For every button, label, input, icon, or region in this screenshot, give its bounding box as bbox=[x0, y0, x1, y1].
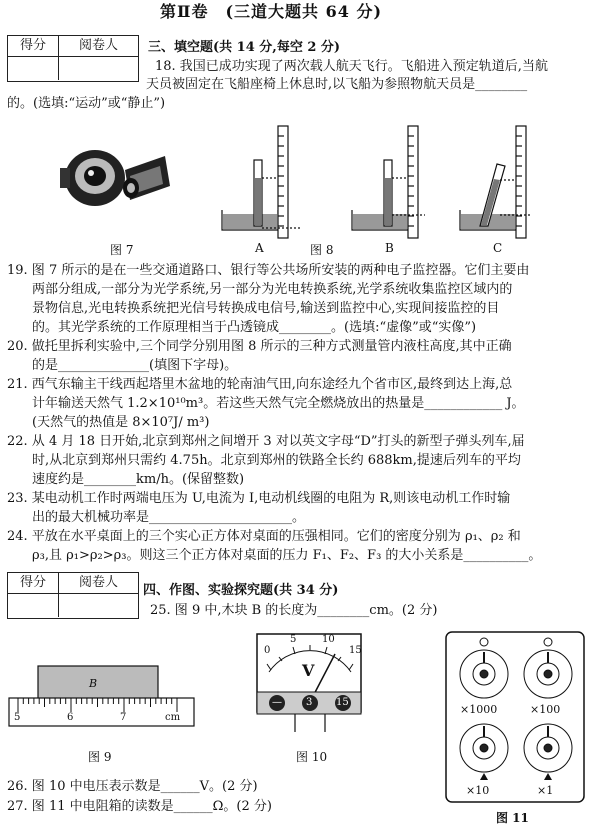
fig8-label-a: A bbox=[255, 241, 264, 255]
q22-line2: 时,从北京到郑州只需约 4.75h。北京到郑州的铁路全长约 688km,提速后列车的平均 bbox=[32, 453, 521, 468]
score-box-2 bbox=[7, 572, 139, 619]
meter-scale-10: 10 bbox=[322, 634, 335, 645]
meter-scale-5: 5 bbox=[290, 634, 297, 645]
torricelli-setup-c bbox=[460, 126, 530, 238]
meter-symbol: V bbox=[302, 661, 315, 680]
wooden-block-b bbox=[38, 666, 158, 700]
fig8-caption: 图 8 bbox=[310, 243, 334, 257]
q20-line2: 的是______________(填图下字母)。 bbox=[32, 358, 238, 373]
q24-line2: ρ₃,且 ρ₁>ρ₂>ρ₃。则这三个正方体对桌面的压力 F₁、F₂、F₃ 的大小关系是__________。 bbox=[32, 548, 542, 563]
q18-line2: 天员被固定在飞船座椅上休息时,以飞船为参照物航天员是________ bbox=[146, 77, 528, 92]
fig10-caption: 图 10 bbox=[296, 750, 328, 764]
q19-line1: 19. 图 7 所示的是在一些交通道路口、银行等公共场所安装的两种电子监控器。它们主要由 bbox=[7, 263, 530, 278]
section3-heading: 三、填空题(共 14 分,每空 2 分) bbox=[148, 40, 341, 55]
score-label: 得分 bbox=[8, 573, 59, 593]
ruler-label-5: 5 bbox=[14, 712, 21, 723]
q23-line2: 出的最大机械功率是______________________。 bbox=[32, 510, 306, 525]
meter-scale-0: 0 bbox=[264, 645, 271, 656]
grader-label: 阅卷人 bbox=[78, 575, 118, 590]
page-title: 第Ⅱ卷 (三道大题共 64 分) bbox=[160, 2, 383, 21]
ruler-label-7: 7 bbox=[120, 712, 127, 723]
q19-line2: 两部分组成,一部分为光学系统,另一部分为光电转换系统,光学系统收集监控区域内的 bbox=[32, 282, 513, 297]
dome-camera-icon bbox=[60, 150, 125, 206]
q23-line1: 23. 某电动机工作时两端电压为 U,电流为 I,电动机线圈的电阻为 R,则该电动机工作时输 bbox=[7, 491, 511, 506]
torricelli-setup-b bbox=[352, 126, 425, 238]
grader-cell[interactable] bbox=[59, 57, 138, 80]
score-cell[interactable] bbox=[8, 594, 59, 617]
section4-heading: 四、作图、实验探究题(共 34 分) bbox=[143, 583, 339, 598]
dial-label-x100: ×100 bbox=[530, 703, 561, 716]
q25: 25. 图 9 中,木块 B 的长度为________cm。(2 分) bbox=[150, 603, 438, 618]
q18-line1: 18. 我国已成功实现了两次载人航天飞行。飞船进入预定轨道后,当航 bbox=[155, 59, 548, 74]
figure-9-ruler bbox=[8, 660, 198, 740]
fig8-label-b: B bbox=[385, 241, 394, 255]
figure-11-resistance-box bbox=[444, 630, 586, 808]
q21-line2: 计年输送天然气 1.2×10¹⁰m³。若这些天然气完全燃烧放出的热量是____________ J。 bbox=[32, 396, 525, 411]
grader-label: 阅卷人 bbox=[78, 38, 118, 53]
q18-line3: 的。(选填:“运动”或“静止”) bbox=[7, 96, 166, 111]
q26: 26. 图 10 中电压表示数是______V。(2 分) bbox=[7, 779, 258, 794]
torricelli-setup-a bbox=[222, 126, 300, 238]
q19-line3: 景物信息,光电转换系统把光信号转换成电信号,输送到监控中心,实现间接监控的目 bbox=[32, 301, 500, 316]
dial-label-x10: ×10 bbox=[466, 784, 490, 797]
terminal-3v[interactable]: 3 bbox=[306, 697, 313, 708]
score-box-1 bbox=[7, 35, 139, 82]
q22-line1: 22. 从 4 月 18 日开始,北京到郑州之间增开 3 对以英文字母“D”打头的新型子弹头列车,届 bbox=[7, 434, 525, 449]
score-label: 得分 bbox=[8, 36, 59, 56]
box-camera-icon bbox=[123, 156, 170, 200]
ruler-label-6: 6 bbox=[67, 712, 74, 723]
fig8-label-c: C bbox=[493, 241, 503, 255]
q24-line1: 24. 平放在水平桌面上的三个实心正方体对桌面的压强相同。它们的密度分别为 ρ₁、ρ₂ 和 bbox=[7, 529, 521, 544]
q21-line1: 21. 西气东输主干线西起塔里木盆地的轮南油气田,向东途经九个省市区,最终到达上海,总 bbox=[7, 377, 513, 392]
q20-line1: 20. 做托里拆利实验中,三个同学分别用图 8 所示的三种方式测量管内液柱高度,其中正确 bbox=[7, 339, 512, 354]
dial-label-x1: ×1 bbox=[537, 784, 554, 797]
dial-label-x1000: ×1000 bbox=[460, 703, 498, 716]
score-cell[interactable] bbox=[8, 57, 59, 80]
block-label: B bbox=[89, 677, 98, 690]
q21-line3: (天然气的热值是 8×10⁷J/ m³) bbox=[32, 415, 210, 430]
q22-line3: 速度约是________km/h。(保留整数) bbox=[32, 472, 245, 487]
grader-cell[interactable] bbox=[59, 594, 138, 617]
meter-scale-15: 15 bbox=[349, 645, 362, 656]
terminal-negative[interactable]: — bbox=[272, 697, 282, 708]
fig9-caption: 图 9 bbox=[88, 750, 112, 764]
q27: 27. 图 11 中电阻箱的读数是______Ω。(2 分) bbox=[7, 799, 272, 814]
terminal-15v[interactable]: 15 bbox=[336, 697, 349, 708]
ruler-unit: cm bbox=[165, 712, 181, 723]
fig11-caption: 图 11 bbox=[496, 811, 529, 825]
figure-7-8 bbox=[0, 118, 596, 258]
q19-line4: 的。其光学系统的工作原理相当于凸透镜成________。(选填:“虚像”或“实像”) bbox=[32, 320, 477, 335]
fig7-caption: 图 7 bbox=[110, 243, 134, 257]
